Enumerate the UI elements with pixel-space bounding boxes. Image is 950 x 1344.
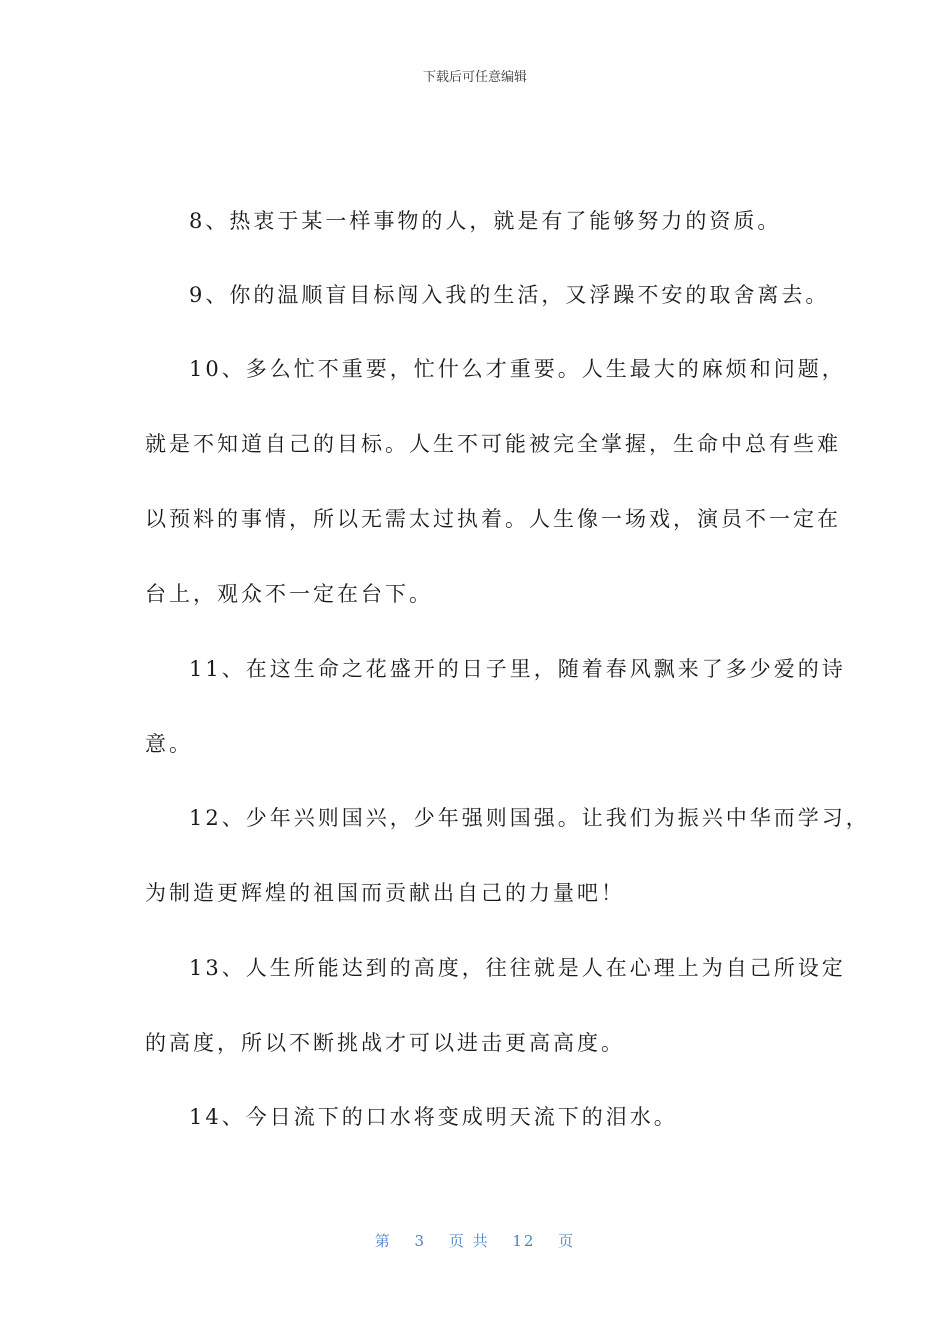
paragraph-9-line-1: 9、你的温顺盲目标闯入我的生活，又浮躁不安的取舍离去。 bbox=[189, 283, 830, 307]
paragraph-10-line-1: 10、多么忙不重要，忙什么才重要。人生最大的麻烦和问题， bbox=[189, 357, 846, 381]
footer-prefix: 第 bbox=[374, 1232, 392, 1250]
header-note: 下载后可任意编辑 bbox=[422, 70, 527, 85]
paragraph-8-line-1: 8、热衷于某一样事物的人，就是有了能够努力的资质。 bbox=[189, 209, 782, 233]
footer-current-page: 3 bbox=[414, 1232, 427, 1250]
footer-middle: 页 共 bbox=[448, 1232, 490, 1250]
paragraph-11-line-2: 意。 bbox=[145, 732, 193, 756]
paragraph-14-line-1: 14、今日流下的口水将变成明天流下的泪水。 bbox=[189, 1105, 678, 1129]
paragraph-12-line-2: 为制造更辉煌的祖国而贡献出自己的力量吧！ bbox=[145, 881, 625, 905]
paragraph-11-line-1: 11、在这生命之花盛开的日子里，随着春风飘来了多少爱的诗 bbox=[189, 657, 846, 681]
footer-suffix: 页 bbox=[558, 1232, 576, 1250]
paragraph-10-line-4: 台上，观众不一定在台下。 bbox=[145, 582, 433, 606]
paragraph-13-line-1: 13、人生所能达到的高度，往往就是人在心理上为自己所设定 bbox=[189, 956, 846, 980]
page-number-footer bbox=[0, 1230, 950, 1251]
footer-total-pages: 12 bbox=[512, 1232, 536, 1250]
paragraph-12-line-1: 12、少年兴则国兴，少年强则国强。让我们为振兴中华而学习， bbox=[189, 806, 870, 830]
paragraph-13-line-2: 的高度，所以不断挑战才可以进击更高高度。 bbox=[145, 1031, 625, 1055]
paragraph-10-line-3: 以预料的事情，所以无需太过执着。人生像一场戏，演员不一定在 bbox=[145, 507, 841, 531]
paragraph-10-line-2: 就是不知道自己的目标。人生不可能被完全掌握，生命中总有些难 bbox=[145, 432, 841, 456]
